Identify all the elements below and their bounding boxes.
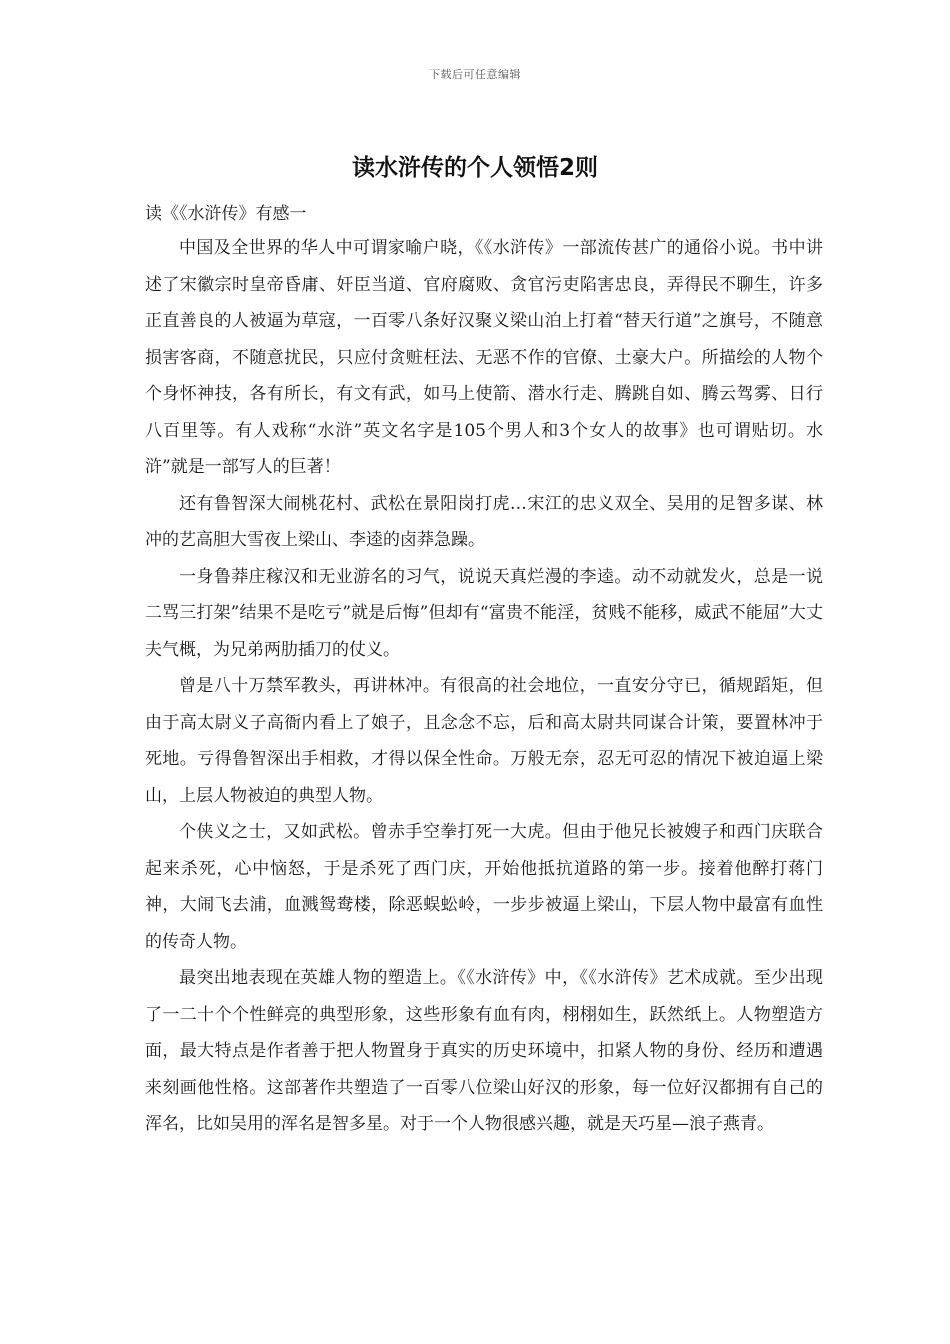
paragraph: 最突出地表现在英雄人物的塑造上。《《水浒传》中，《《水浒传》艺术成就。至少出现了一二十个个性鲜亮的典型形象，这些形象有血有肉，栩栩如生，跃然纸上。人物塑造方面，最大特点是作者善于把人物置身于真实的历史环境中，扣紧人物的身份、经历和遭遇来刻画他性格。这部著作共塑造了一百零八位梁山好汉的形象，每一位好汉都拥有自己的浑名，比如吴用的浑名是智多星。对于一个人物很感兴趣，就是天巧星—浪子燕青。 [145, 968, 823, 1134]
document-body [145, 230, 823, 1143]
paragraph: 还有鲁智深大闹桃花村、武松在景阳岗打虎…宋江的忠义双全、吴用的足智多谋、林冲的艺高胆大雪夜上梁山、李逵的卤莽急躁。 [145, 493, 823, 550]
page-header-note: 下载后可任意编辑 [429, 68, 521, 81]
paragraph: 个侠义之士，又如武松。曾赤手空拳打死一大虎。但由于他兄长被嫂子和西门庆联合起来杀死，心中恼怒，于是杀死了西门庆，开始他抵抗道路的第一步。接着他醉打蒋门神，大闹飞去浦，血溅鸳鸯楼，除恶蜈蚣岭，一步步被逼上梁山，下层人物中最富有血性的传奇人物。 [145, 822, 823, 952]
paragraph: 一身鲁莽庄稼汉和无业游名的习气，说说天真烂漫的李逵。动不动就发火，总是一说二骂三打架”结果不是吃亏”就是后悔”但却有“富贵不能淫，贫贱不能移，威武不能屈”大丈夫气概，为兄弟两肋插刀的仗义。 [145, 566, 823, 660]
paragraph: 中国及全世界的华人中可谓家喻户晓，《《水浒传》一部流传甚广的通俗小说。书中讲述了宋徽宗时皇帝昏庸、奸臣当道、官府腐败、贪官污吏陷害忠良，弄得民不聊生，许多正直善良的人被逼为草寇，一百零八条好汉聚义梁山泊上打着“替天行道”之旗号，不随意损害客商，不随意扰民，只应付贪赃枉法、无恶不作的官僚、土豪大户。所描绘的人物个个身怀神技，各有所长，有文有武，如马上使箭、潜水行走、腾跳自如、腾云驾雾、日行八百里等。有人戏称“水浒”英文名字是105个男人和3个女人的故事》也可谓贴切。水浒”就是一部写人的巨著！ [145, 238, 823, 477]
document-title: 读水浒传的个人领悟2则 [351, 155, 598, 181]
document-subtitle: 读《《水浒传》有感一 [145, 204, 307, 224]
paragraph: 曾是八十万禁军教头，再讲林冲。有很高的社会地位，一直安分守已，循规蹈矩，但由于高太尉义子高衙内看上了娘子，且念念不忘，后和高太尉共同谋合计策，要置林冲于死地。亏得鲁智深出手相救，才得以保全性命。万般无奈，忍无可忍的情况下被迫逼上梁山，上层人物被迫的典型人物。 [145, 676, 823, 806]
